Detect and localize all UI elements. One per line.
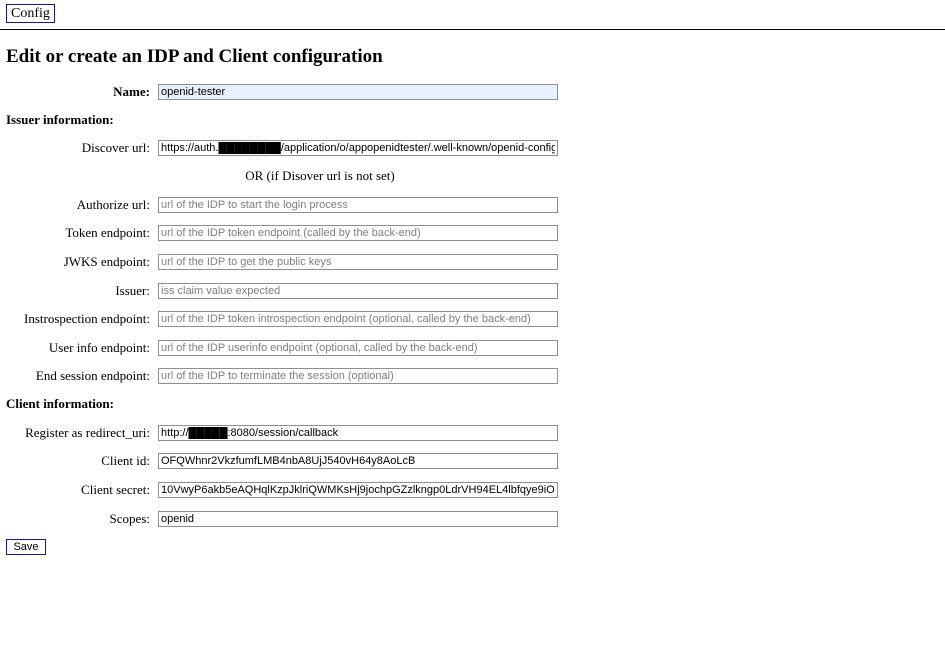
client-secret-label: Client secret: xyxy=(81,482,150,497)
token-endpoint-label: Token endpoint: xyxy=(65,225,150,240)
name-input[interactable] xyxy=(158,84,558,100)
introspection-endpoint-row xyxy=(0,308,945,330)
discover-url-row xyxy=(0,137,945,159)
authorize-url-input[interactable] xyxy=(158,197,558,213)
name-row xyxy=(0,81,945,103)
jwks-endpoint-label: JWKS endpoint: xyxy=(63,254,150,269)
issuer-input[interactable] xyxy=(158,283,558,299)
scopes-input[interactable] xyxy=(158,511,558,527)
discover-url-input[interactable] xyxy=(158,140,558,156)
userinfo-endpoint-input[interactable] xyxy=(158,340,558,356)
issuer-label: Issuer: xyxy=(115,283,150,298)
top-bar xyxy=(0,0,945,30)
client-section-title: Client information: xyxy=(6,396,114,411)
scopes-label: Scopes: xyxy=(109,511,150,526)
end-session-endpoint-label: End session endpoint: xyxy=(35,368,150,383)
name-label: Name: xyxy=(113,84,150,99)
redirect-uri-row xyxy=(0,422,945,444)
end-session-endpoint-input[interactable] xyxy=(158,368,558,384)
issuer-section-title: Issuer information: xyxy=(6,112,114,127)
redirect-uri-label: Register as redirect_uri: xyxy=(25,425,150,440)
client-secret-row xyxy=(0,479,945,501)
scopes-row xyxy=(0,508,945,530)
authorize-url-row xyxy=(0,194,945,216)
introspection-endpoint-label: Instrospection endpoint: xyxy=(23,311,150,326)
save-button[interactable]: Save xyxy=(6,539,46,555)
token-endpoint-input[interactable] xyxy=(158,225,558,241)
discover-url-label: Discover url: xyxy=(81,140,150,155)
client-id-input[interactable] xyxy=(158,453,558,469)
or-separator-text: OR (if Disover url is not set) xyxy=(245,168,395,183)
userinfo-endpoint-row xyxy=(0,337,945,359)
end-session-endpoint-row xyxy=(0,365,945,387)
userinfo-endpoint-label: User info endpoint: xyxy=(48,340,150,355)
config-button[interactable]: Config xyxy=(6,4,55,23)
client-secret-input[interactable] xyxy=(158,482,558,498)
client-id-row xyxy=(0,450,945,472)
client-id-label: Client id: xyxy=(101,453,150,468)
authorize-url-label: Authorize url: xyxy=(76,197,150,212)
introspection-endpoint-input[interactable] xyxy=(158,311,558,327)
redirect-uri-input[interactable] xyxy=(158,425,558,441)
token-endpoint-row xyxy=(0,222,945,244)
header-divider xyxy=(0,29,945,30)
issuer-row xyxy=(0,280,945,302)
jwks-endpoint-row xyxy=(0,251,945,273)
jwks-endpoint-input[interactable] xyxy=(158,254,558,270)
page-title: Edit or create an IDP and Client configuration xyxy=(6,46,383,67)
